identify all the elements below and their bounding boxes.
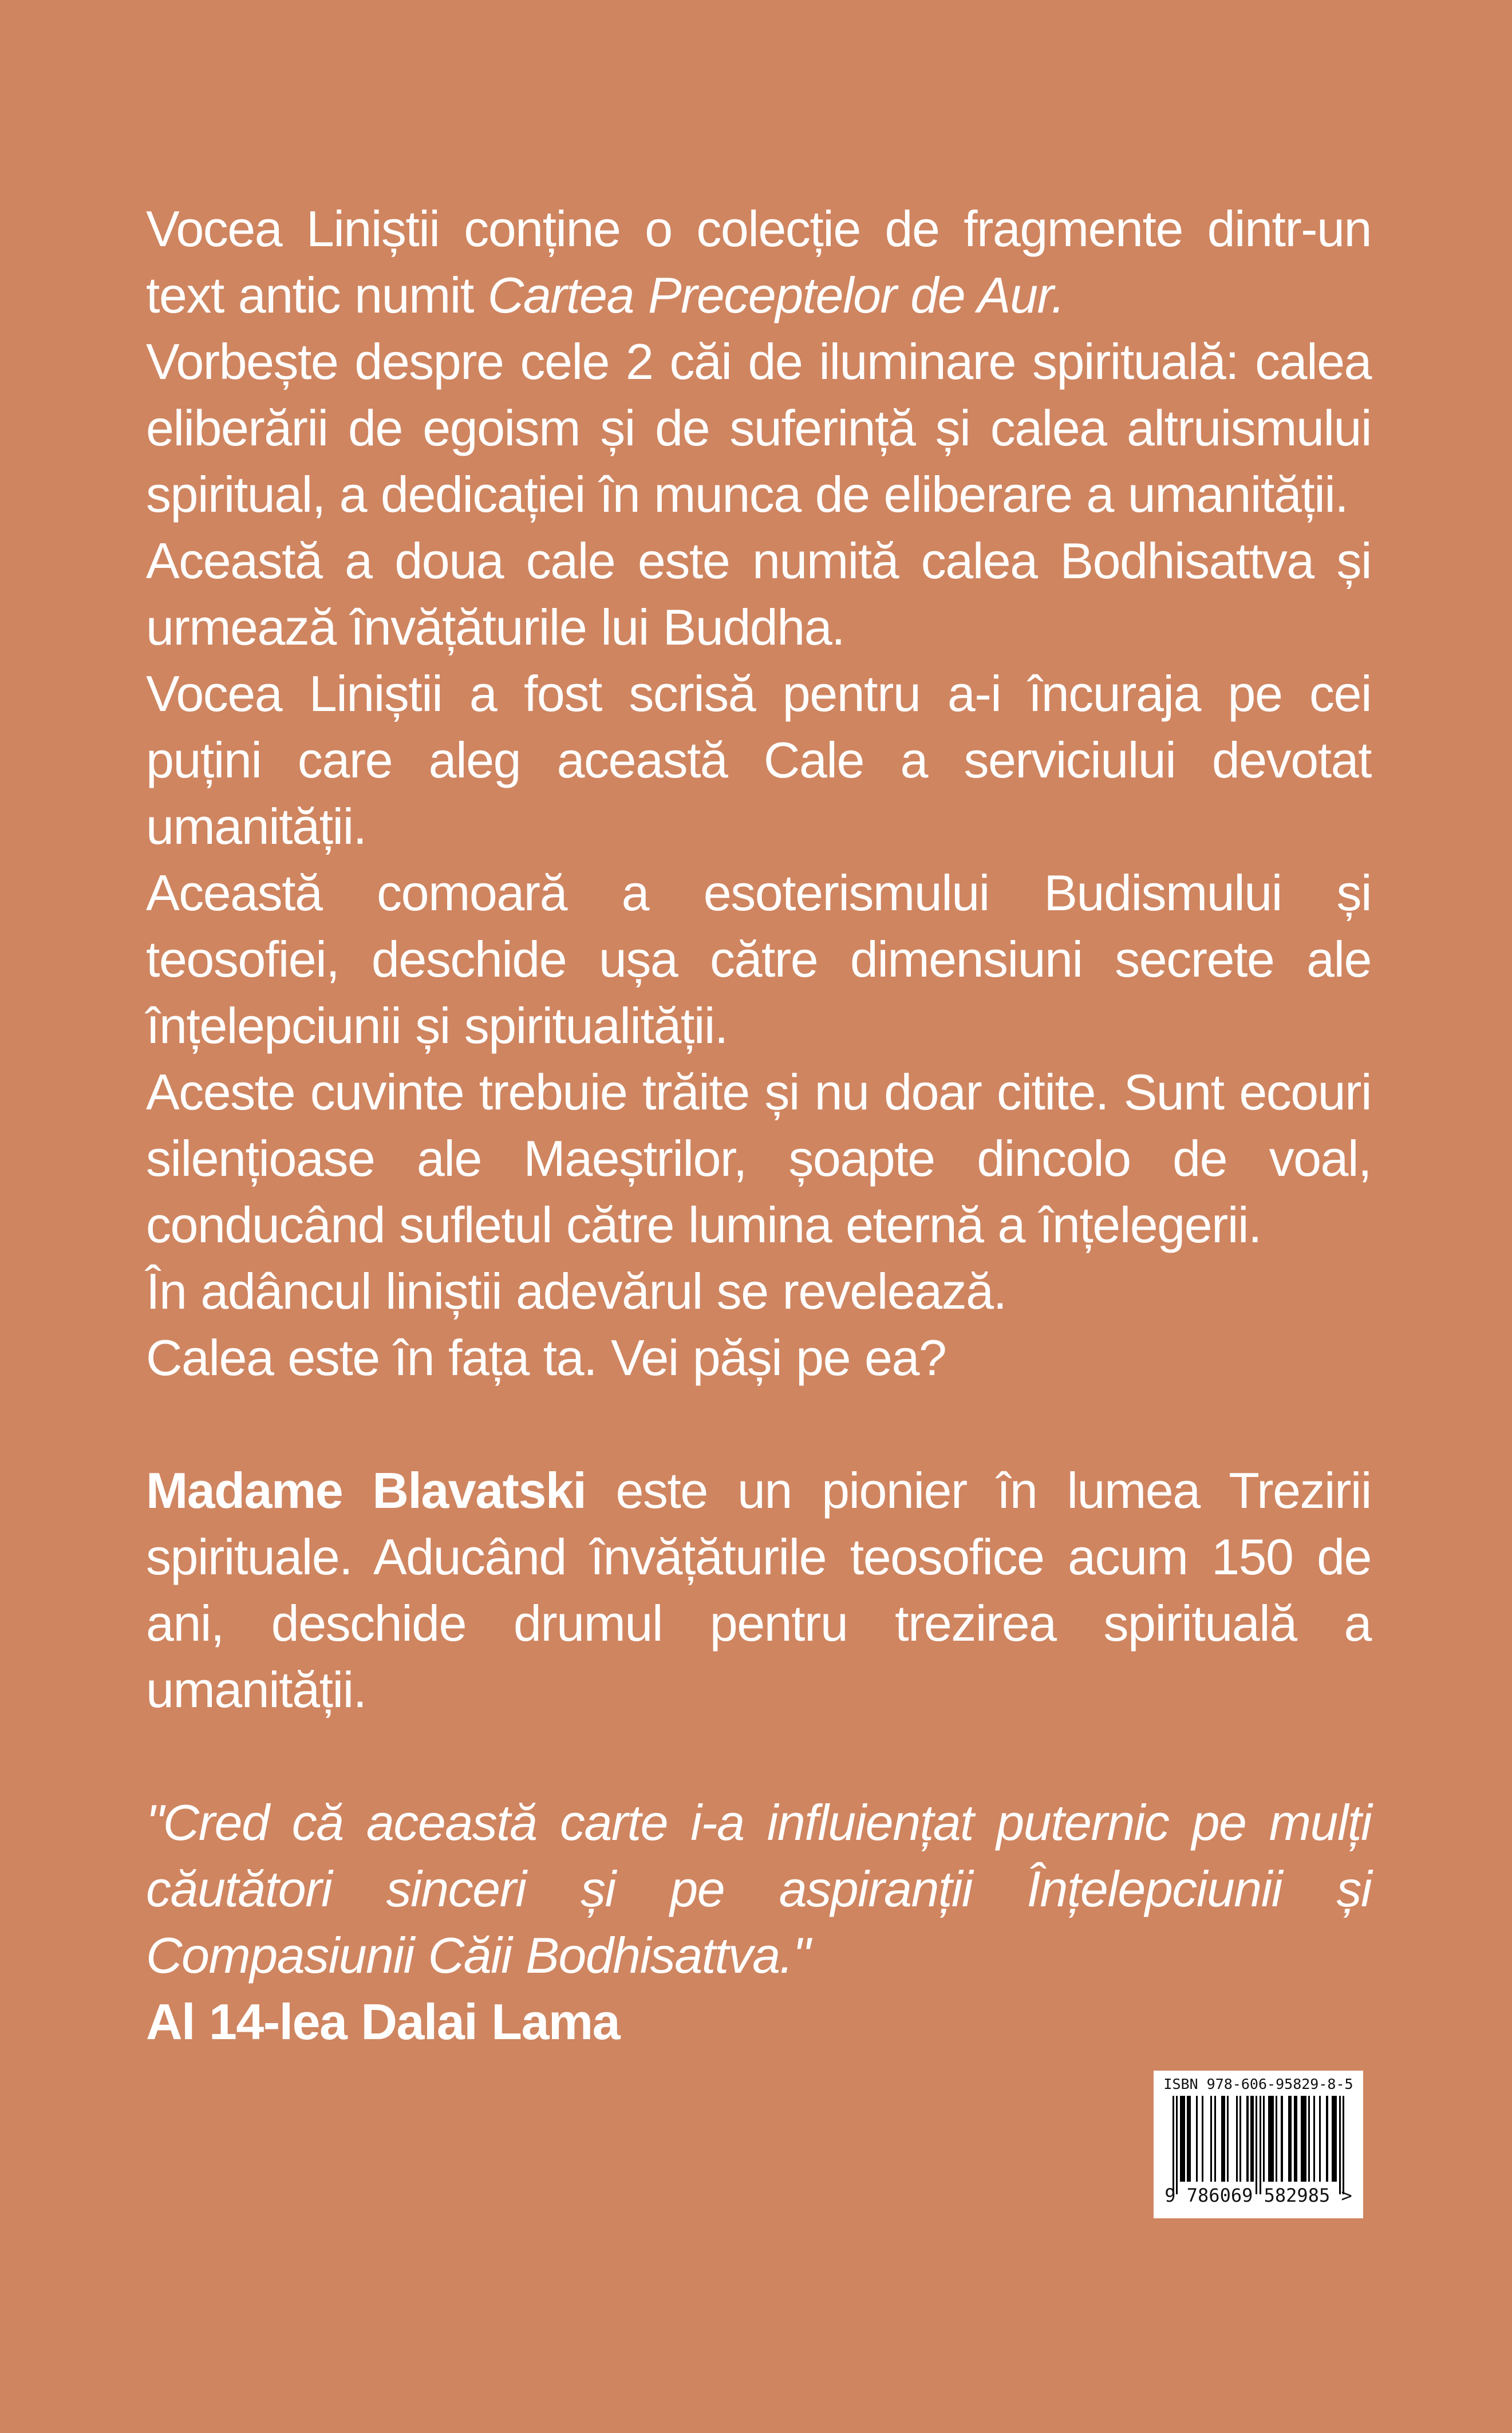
barcode-bar [1335, 2096, 1337, 2182]
barcode-bar [1296, 2096, 1297, 2182]
barcode-bar [1189, 2096, 1190, 2182]
barcode-bar [1239, 2096, 1241, 2182]
barcode-bar [1236, 2096, 1238, 2182]
text-segment: Aceste cuvinte trebuie trăite și nu doar citite. Sunt ecouri silențioase ale Maeștrilor, șoapte dincolo de voal, conducând sufletul către lumina eternă a înțelegerii. [146, 1064, 1371, 1253]
paragraph-p10 [146, 1790, 1371, 1989]
paragraph-p9 [146, 1458, 1371, 1723]
barcode-bar [1326, 2096, 1328, 2182]
paragraph-p5 [146, 860, 1371, 1059]
barcode-bar [1305, 2096, 1306, 2182]
barcode-bar [1263, 2096, 1265, 2182]
barcode-bar [1214, 2096, 1216, 2182]
barcode-bar [1339, 2096, 1341, 2194]
barcode-bar [1313, 2096, 1315, 2182]
text-segment: Vorbește despre cele 2 căi de iluminare spirituală: calea eliberării de egoism și de suferință și calea altruismului spiritual, a dedicației în munca de eliberare a umanității. [146, 333, 1371, 523]
barcode-bar [1196, 2096, 1198, 2182]
paragraph-p4 [146, 661, 1371, 860]
barcode-bar [1276, 2096, 1277, 2182]
barcode-bar [1308, 2096, 1310, 2182]
barcode-bar [1173, 2096, 1174, 2194]
text-segment: În adâncul liniștii adevărul se revelează. [146, 1263, 1006, 1320]
barcode-bar [1227, 2096, 1229, 2182]
barcode-bar [1343, 2096, 1344, 2194]
isbn-label: ISBN 978-606-95829-8-5 [1163, 2076, 1353, 2092]
paragraph-p1 [146, 196, 1371, 329]
barcode-bar [1319, 2096, 1321, 2182]
barcode-bar [1290, 2096, 1292, 2182]
barcode-bar [1252, 2096, 1254, 2182]
text-segment: "Cred că această carte i-a influiențat puternic pe mulți căutători sinceri și pe aspiranții Înțelepciunii și Compasiunii Căii Bodhisattva." [146, 1794, 1371, 1984]
barcode-bars [1173, 2096, 1344, 2182]
barcode-bar [1260, 2096, 1261, 2194]
paragraph-p2 [146, 329, 1371, 528]
text-segment: Această comoară a esoterismului Budismului și teosofiei, deschide ușa către dimensiuni secrete ale înțelepciunii și spiritualității. [146, 864, 1371, 1054]
paragraph-p6 [146, 1059, 1371, 1258]
paragraph-p7 [146, 1258, 1371, 1325]
text-segment: Această a doua cale este numită calea Bodhisattva și urmează învățăturile lui Buddha. [146, 532, 1371, 655]
text-segment: Madame Blavatski [146, 1462, 586, 1519]
barcode-bar [1202, 2096, 1203, 2182]
paragraph-p3 [146, 528, 1371, 661]
barcode-number: 9 786069 582985 > [1164, 2185, 1352, 2206]
barcode-bar [1272, 2096, 1274, 2182]
text-segment: Al 14-lea Dalai Lama [146, 1993, 620, 2050]
text-segment: Calea este în fața ta. Vei păși pe ea? [146, 1329, 946, 1386]
back-cover-text [146, 196, 1371, 2055]
barcode [1154, 2071, 1363, 2218]
barcode-bar [1246, 2096, 1248, 2182]
paragraph-p11 [146, 1989, 1371, 2055]
barcode-bar [1223, 2096, 1225, 2182]
barcode-bar [1183, 2096, 1185, 2182]
barcode-bar [1176, 2096, 1178, 2194]
text-segment: Vocea Liniștii a fost scrisă pentru a-i încuraja pe cei puțini care aleg această Cale a serviciului devotat umanității. [146, 665, 1371, 855]
text-segment: Vocea Liniștii conține o colecție de fragmente dintr-un text antic numit [146, 200, 1371, 323]
text-segment: este un pionier în lumea Trezirii spirituale. Aducând învățăturile teosofice acum 150 de ani, deschide drumul pentru trezirea spirituală a umanității. [146, 1462, 1371, 1718]
barcode-bar [1281, 2096, 1282, 2182]
paragraph-p8 [146, 1325, 1371, 1391]
barcode-bar [1256, 2096, 1257, 2194]
barcode-bar [1210, 2096, 1212, 2182]
text-segment: Cartea Preceptelor de Aur. [487, 267, 1064, 323]
